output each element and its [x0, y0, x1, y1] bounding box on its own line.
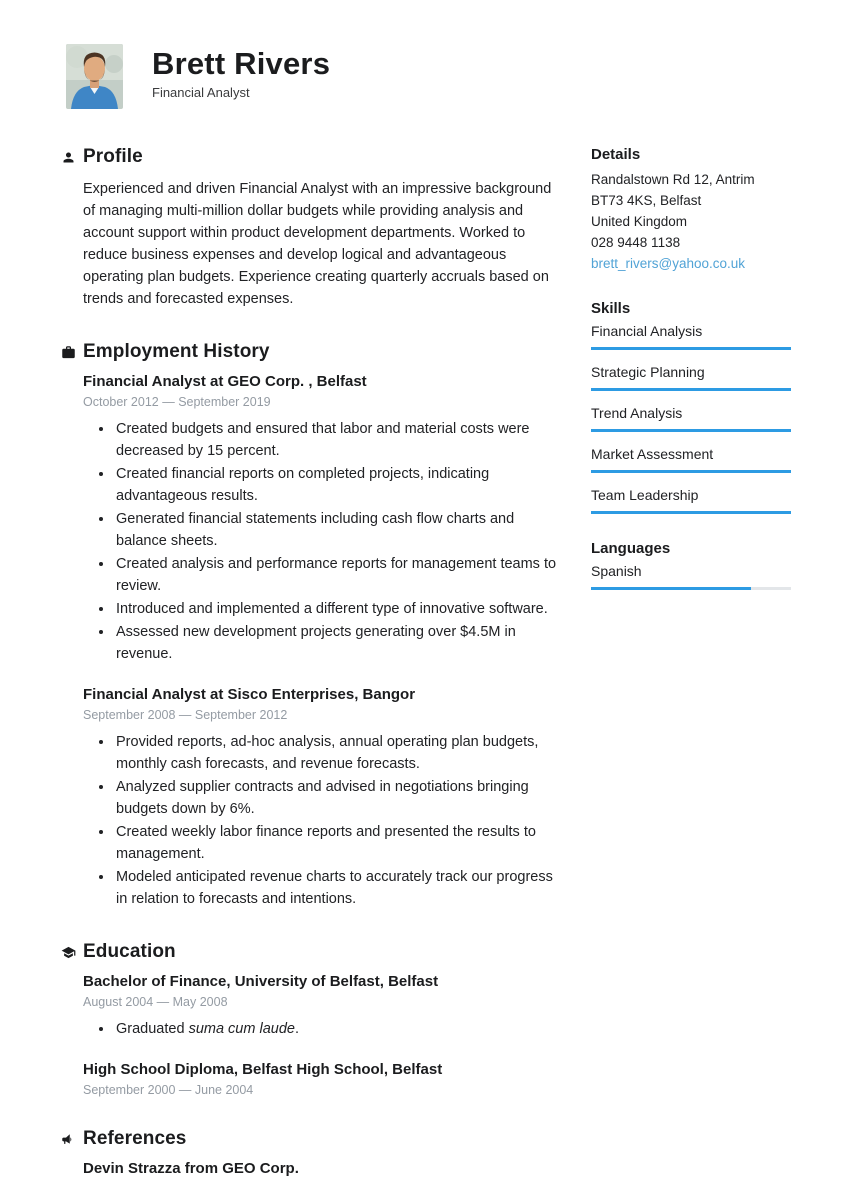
references-section-header [83, 1128, 563, 1150]
languages-heading: Languages [591, 540, 671, 557]
candidate-name: Brett Rivers [152, 46, 331, 81]
job-title: Financial Analyst at Sisco Enterprises, Bangor [83, 686, 416, 703]
profile-heading: Profile [83, 146, 143, 167]
bullet-item [114, 1018, 563, 1040]
skill-level-bar [591, 470, 791, 473]
job-entry [83, 686, 563, 910]
language-label: Spanish [591, 563, 642, 579]
job-title: Financial Analyst at GEO Corp. , Belfast [83, 373, 367, 390]
skill-label: Trend Analysis [591, 405, 683, 421]
job-bullet-list [83, 731, 563, 910]
profile-section-header [83, 146, 563, 168]
education-dates: August 2004 — May 2008 [83, 995, 228, 1009]
education-section [83, 941, 563, 1097]
skill-bar-track [591, 511, 791, 514]
language-level-bar [591, 587, 751, 590]
education-bullet-list [83, 1018, 563, 1040]
employment-section-header [83, 341, 563, 363]
briefcase-icon [61, 345, 76, 360]
job-entry [83, 373, 563, 665]
skill-item [591, 323, 791, 350]
bullet-item: • Created analysis and performance reports for management teams to review. [114, 553, 563, 597]
job-bullet-list [83, 418, 563, 665]
bullet-italic-text: suma cum laude [188, 1021, 295, 1037]
job-dates: October 2012 — September 2019 [83, 395, 271, 409]
skill-item [591, 487, 791, 514]
languages-section [591, 540, 791, 590]
bullet-item: • Introduced and implemented a different type of innovative software. [114, 598, 563, 620]
references-section [83, 1128, 563, 1177]
bullet-item: • Created financial reports on completed projects, indicating advantageous results. [114, 463, 563, 507]
bullet-item: • Assessed new development projects generating over $4.5M in revenue. [114, 621, 563, 665]
bullet-item: • Generated financial statements including cash flow charts and balance sheets. [114, 508, 563, 552]
skill-bar-track [591, 388, 791, 391]
bullet-item: • Created budgets and ensured that labor and material costs were decreased by 15 percent. [114, 418, 563, 462]
skill-level-bar [591, 429, 791, 432]
education-entry [83, 1061, 563, 1097]
skill-item [591, 364, 791, 391]
skill-bar-track [591, 347, 791, 350]
skill-bar-track [591, 470, 791, 473]
skills-heading: Skills [591, 300, 631, 317]
address-line: United Kingdom [591, 214, 688, 229]
header-text [152, 44, 330, 100]
sidebar [591, 146, 791, 616]
candidate-title: Financial Analyst [152, 85, 250, 100]
skill-label: Team Leadership [591, 487, 699, 503]
bullet-text: Graduated [116, 1021, 189, 1037]
language-bar-track [591, 587, 791, 590]
email-link[interactable]: brett_rivers@yahoo.co.uk [591, 256, 746, 271]
details-section [591, 146, 791, 274]
skill-level-bar [591, 347, 791, 350]
person-icon [61, 150, 76, 165]
skill-label: Financial Analysis [591, 323, 703, 339]
profile-photo [66, 44, 123, 109]
reference-entry: Devin Strazza from GEO Corp. [83, 1160, 299, 1177]
graduation-cap-icon [61, 945, 76, 960]
main-column [83, 146, 563, 1204]
skill-label: Market Assessment [591, 446, 714, 462]
education-title: High School Diploma, Belfast High School, Belfast [83, 1061, 443, 1078]
skill-label: Strategic Planning [591, 364, 705, 380]
education-entry [83, 973, 563, 1040]
megaphone-icon [61, 1132, 76, 1147]
education-dates: September 2000 — June 2004 [83, 1083, 254, 1097]
profile-photo-image [66, 44, 123, 109]
employment-heading: Employment History [83, 341, 270, 362]
job-dates: September 2008 — September 2012 [83, 708, 288, 722]
skills-section [591, 300, 791, 514]
address-line: Randalstown Rd 12, Antrim [591, 172, 755, 187]
skill-level-bar [591, 388, 791, 391]
education-heading: Education [83, 941, 176, 962]
bullet-item: • Analyzed supplier contracts and advised in negotiations bringing budgets down by 6%. [114, 776, 563, 820]
skill-item [591, 446, 791, 473]
bullet-item: • Created weekly labor finance reports and presented the results to management. [114, 821, 563, 865]
content-columns [0, 109, 852, 1204]
bullet-item: • Provided reports, ad-hoc analysis, annual operating plan budgets, monthly cash forecasts, and revenue forecasts. [114, 731, 563, 775]
skill-item [591, 405, 791, 432]
phone-number: 028 9448 1138 [591, 235, 681, 250]
profile-section [83, 146, 563, 310]
bullet-item: • Modeled anticipated revenue charts to accurately track our progress in relation to forecasts and intentions. [114, 866, 563, 910]
bullet-text: . [294, 1021, 299, 1037]
address-line: BT73 4KS, Belfast [591, 193, 702, 208]
education-section-header [83, 941, 563, 963]
details-heading: Details [591, 146, 641, 163]
employment-section [83, 341, 563, 910]
profile-text: Experienced and driven Financial Analyst with an impressive background of managing multi-million dollar budgets while providing analysis and account support within product development departments. Worked to reduce business expenses and develop logical and advantageous operating plan budgets. Experience creating quarterly accruals based on trends and forecasted expenses. [83, 181, 552, 307]
skill-level-bar [591, 511, 791, 514]
education-title: Bachelor of Finance, University of Belfast, Belfast [83, 973, 439, 990]
language-item [591, 563, 791, 590]
resume-header [0, 0, 852, 109]
skill-bar-track [591, 429, 791, 432]
references-heading: References [83, 1128, 187, 1149]
